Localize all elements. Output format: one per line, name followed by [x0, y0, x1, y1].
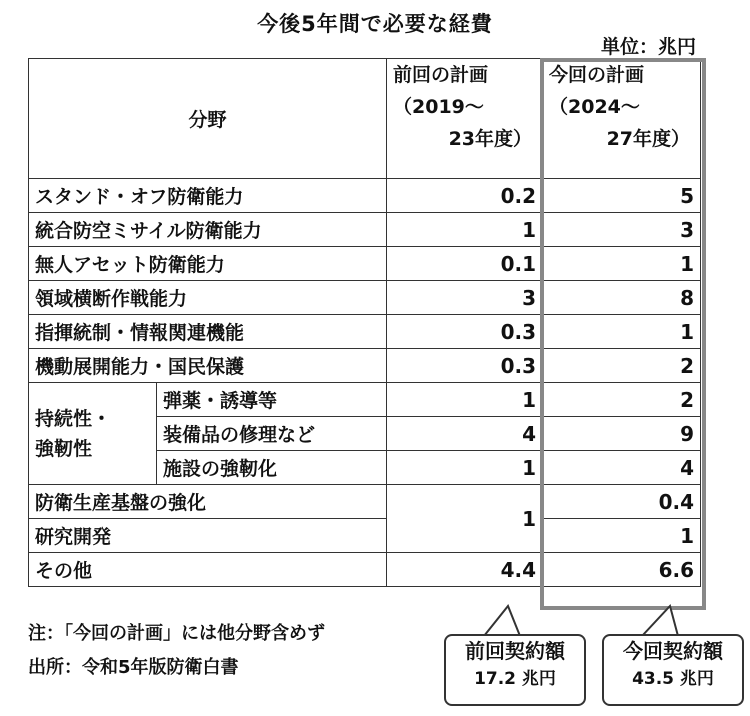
prev-value: 4 [387, 417, 543, 451]
unit-label: 単位：兆円 [600, 36, 696, 58]
prev-value: 1 [387, 213, 543, 247]
row-label: 防衛生産基盤の強化 [29, 485, 387, 519]
group-label [29, 383, 157, 485]
prev-value: 3 [387, 281, 543, 315]
curr-callout-pointer [640, 604, 680, 638]
row-label: その他 [29, 553, 387, 587]
curr-value: 0.4 [543, 485, 701, 519]
row-label: 指揮統制・情報関連機能 [29, 315, 387, 349]
prev-value: 0.1 [387, 247, 543, 281]
table-row [29, 179, 701, 213]
prev-value: 1 [387, 451, 543, 485]
curr-value: 1 [543, 519, 701, 553]
curr-header-line3: 27年度） [606, 128, 691, 150]
row-label: 領域横断作戦能力 [29, 281, 387, 315]
source-text: 出所：令和5年版防衛白書 [28, 657, 239, 678]
prev-callout-value: 17.2 兆円 [474, 669, 556, 689]
table-row [29, 281, 701, 315]
curr-value: 8 [543, 281, 701, 315]
row-label: 装備品の修理など [157, 417, 387, 451]
table-row [29, 247, 701, 281]
budget-table [28, 58, 701, 587]
table-row [29, 213, 701, 247]
prev-plan-header [387, 59, 543, 179]
table-row [29, 485, 701, 519]
curr-value: 6.6 [543, 553, 701, 587]
table-row [29, 383, 701, 417]
prev-value: 1 [387, 383, 543, 417]
curr-header-line2: （2024～ [549, 96, 640, 118]
group-label-line1: 持続性・ [35, 407, 112, 430]
row-label: 施設の強靭化 [157, 451, 387, 485]
prev-callout-label: 前回契約額 [465, 639, 565, 663]
curr-value: 4 [543, 451, 701, 485]
prev-value: 0.2 [387, 179, 543, 213]
chart-title: 今後5年間で必要な経費 [257, 12, 493, 36]
curr-value: 1 [543, 247, 701, 281]
curr-value: 1 [543, 315, 701, 349]
curr-value: 9 [543, 417, 701, 451]
prev-header-line3: 23年度） [448, 128, 533, 150]
notes [28, 617, 325, 685]
curr-callout-label: 今回契約額 [623, 639, 723, 663]
row-label: 機動展開能力・国民保護 [29, 349, 387, 383]
prev-value: 4.4 [387, 553, 543, 587]
note-text: 注：「今回の計画」には他分野含めず [28, 623, 325, 644]
field-header: 分野 [29, 59, 387, 179]
table-row [29, 519, 701, 553]
curr-value: 5 [543, 179, 701, 213]
group-label-line2: 強靭性 [35, 437, 93, 460]
row-label: スタンド・オフ防衛能力 [29, 179, 387, 213]
prev-header-line1: 前回の計画 [393, 64, 489, 86]
prev-header-line2: （2019～ [393, 96, 484, 118]
curr-value: 3 [543, 213, 701, 247]
curr-callout-value: 43.5 兆円 [632, 669, 714, 689]
curr-contract-callout [602, 634, 744, 706]
curr-header-line1: 今回の計画 [549, 64, 645, 86]
prev-value: 0.3 [387, 349, 543, 383]
prev-callout-pointer [482, 604, 522, 638]
prev-value-merged: 1 [387, 485, 543, 553]
curr-plan-header [543, 59, 701, 179]
table-row [29, 349, 701, 383]
header-row [29, 59, 701, 179]
row-label: 統合防空ミサイル防衛能力 [29, 213, 387, 247]
table-row [29, 553, 701, 587]
prev-value: 0.3 [387, 315, 543, 349]
table-row [29, 315, 701, 349]
row-label: 無人アセット防衛能力 [29, 247, 387, 281]
row-label: 研究開発 [29, 519, 387, 553]
curr-value: 2 [543, 349, 701, 383]
prev-contract-callout [444, 634, 586, 706]
curr-value: 2 [543, 383, 701, 417]
row-label: 弾薬・誘導等 [157, 383, 387, 417]
